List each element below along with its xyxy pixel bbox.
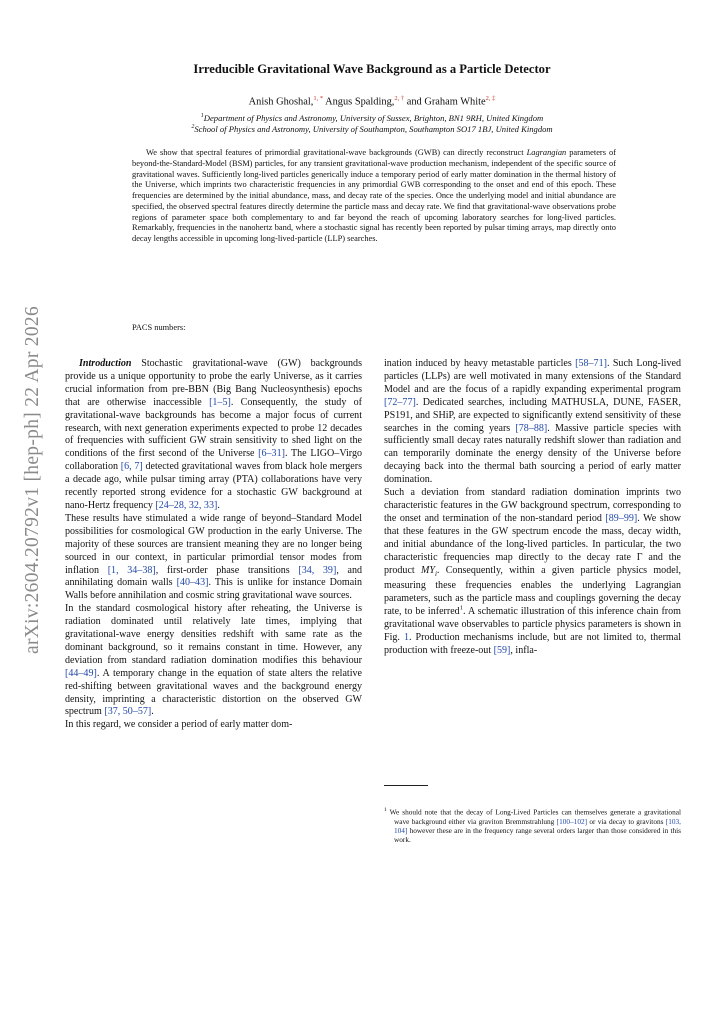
- paragraph: [384, 487, 681, 658]
- arxiv-stamp: [10, 290, 56, 670]
- citation-link[interactable]: [1–5]: [209, 396, 231, 408]
- footnote: [384, 806, 681, 844]
- paragraph: [65, 603, 362, 719]
- paragraph: [384, 358, 681, 487]
- body-text: , first-order phase transitions: [155, 564, 299, 576]
- body-text: ination induced by heavy metastable particles: [384, 358, 576, 369]
- body-text: , infla-: [510, 644, 538, 656]
- pacs-numbers: PACS numbers:: [132, 323, 186, 332]
- body-text: . A schematic illustration of this inference chain from gravitational wave observables to particle physics parameters is shown in Fig.: [384, 606, 681, 644]
- affiliation-mark: 2: [191, 124, 195, 131]
- paper-title: Irreducible Gravitational Wave Background as a Particle Detector: [193, 62, 551, 76]
- paragraph: [65, 358, 362, 513]
- citation-link[interactable]: [78–88]: [515, 422, 548, 434]
- left-column: [65, 358, 362, 732]
- author-footnote-mark: 2, †: [394, 95, 405, 102]
- affiliation-1: [80, 113, 664, 123]
- body-text: , and annihilating domain walls: [65, 564, 362, 589]
- abstract: [132, 148, 616, 245]
- abstract-text: We show that spectral features of primordial gravitational-wave backgrounds (GWB) can directly reconstruct: [146, 148, 527, 157]
- citation-link[interactable]: [89–99]: [605, 512, 638, 524]
- author-footnote-mark: 1, *: [313, 95, 324, 102]
- author-footnote-mark: 2, ‡: [485, 95, 496, 102]
- body-text: . Consequently, the study of gravitational-wave backgrounds has become a major focus of current research, with next generation experiments expected to probe 12 decades of frequencies with sufficient GW strain sensitivity to shed light on the conditions of the first second of the Universe: [65, 396, 362, 460]
- body-text: . The LIGO–Virgo collaboration: [65, 448, 362, 473]
- author-name: Angus Spalding,: [323, 96, 395, 108]
- footnote-text: We should note that the decay of Long-Lived Particles can themselves generate a gravitational wave background either via graviton Bremmstrahlung: [386, 807, 681, 826]
- citation-link[interactable]: [58–71]: [575, 358, 607, 369]
- body-text: .: [151, 706, 154, 718]
- arxiv-identifier: arXiv:2604.20792v1 [hep-ph] 22 Apr 2026: [22, 305, 43, 655]
- citation-link[interactable]: [59]: [493, 644, 511, 656]
- author-name: and Graham White: [404, 96, 486, 108]
- citation-link[interactable]: [37, 50–57]: [104, 706, 152, 718]
- body-text: . This is unlike for instance Domain Walls before annihilation and cosmic string gravitational wave sources.: [65, 577, 363, 602]
- paragraph: In this regard, we consider a period of early matter dom-: [65, 719, 293, 731]
- body-text: detected gravitational waves from black hole mergers a decade ago, while pulsar timing array (PTA) collaborations have very recently reported strong evidence for a stochastic GW background at nano-Hertz frequency: [65, 461, 362, 511]
- body-text: . A temporary change in the equation of state alters the relative red-shifting between gravitational waves and the background energy density, imprinting a characteristic distortion on the observed GW spectrum: [65, 667, 362, 718]
- citation-link[interactable]: [24–28, 32, 33]: [155, 499, 218, 511]
- footnote-divider: [384, 785, 428, 786]
- body-text: . We show that these features in the GW spectrum encode the mass, decay width, and initial abundance of the long-lived particles. In particular, the two characteristic frequencies map directly to the decay rate Γ and the product: [384, 512, 681, 576]
- author-name: Anish Ghoshal,: [248, 96, 314, 108]
- footnote-marker[interactable]: 1: [459, 604, 463, 612]
- body-text: Such a deviation from standard radiation domination imprints two characteristic features in the GW background spectrum, corresponding to the onset and termination of the non-standard period: [384, 487, 681, 524]
- author-list: [80, 95, 664, 107]
- footnote-number: 1: [384, 807, 387, 813]
- paragraph: [65, 513, 362, 603]
- body-text: . Consequently, within a given particle physics model, measuring these frequencies enables the underlying Lagrangian parameters, such as the particle mass and couplings governing the decay rate, to be inferred: [384, 564, 681, 618]
- citation-link[interactable]: [6, 7]: [120, 461, 143, 473]
- affiliation-text: School of Physics and Astronomy, University of Southampton, Southampton SO17 1BJ, United Kingdom: [194, 124, 553, 134]
- citation-link[interactable]: [1, 34–38]: [107, 564, 156, 576]
- citation-link[interactable]: [34, 39]: [298, 564, 337, 576]
- body-text: . Dedicated searches, including MATHUSLA, DUNE, FASER, PS191, and SHiP, are expected to significantly extend sensitivity of these searches in the coming years: [384, 396, 681, 434]
- citation-link[interactable]: [6–31]: [258, 448, 285, 460]
- body-text: . Massive particle species with sufficiently small decay rates naturally redshift slower than radiation and can temporarily dominate the energy density of the Universe before decaying back into the thermal bath sourcing a period of early matter domination.: [384, 422, 681, 486]
- citation-link[interactable]: [72–77]: [384, 396, 416, 408]
- figure-link[interactable]: 1: [403, 632, 409, 644]
- body-text: . Production mechanisms include, but are not limited to, thermal production with freeze-out: [384, 632, 681, 656]
- body-text: These results have stimulated a wide range of beyond–Standard Model possibilities for cosmological GW production in the early Universe. The majority of these sources are transient meaning they are no longer being sourced in our context, in particular primordial tensor modes from inflation: [65, 512, 362, 576]
- affiliation-text: Department of Physics and Astronomy, University of Sussex, Brighton, BN1 9RH, United Kingdom: [203, 113, 544, 123]
- math-subscript: i: [434, 569, 437, 578]
- citation-link[interactable]: [40–43]: [176, 577, 209, 589]
- citation-link[interactable]: [100–102]: [556, 816, 588, 826]
- footnote-text: however these are in the frequency range several orders larger than those considered in this work.: [394, 825, 681, 844]
- citation-link[interactable]: [103, 104]: [394, 816, 681, 835]
- footnote-text: or via decay to gravitons: [587, 816, 666, 826]
- section-heading: Introduction: [79, 358, 132, 369]
- abstract-text: parameters of beyond-the-Standard-Model (BSM) particles, for any transient gravitational-wave production mechanism, independent of the specific source of gravitational waves. Sufficiently long-lived particles generically induce a temporary period of early matter domination in the thermal history of the Universe, which imprints two characteristic frequencies in any primordial GWB corresponding to the onset and end of this epoch. These frequencies are determined by the initial abundance, mass, and decay rate of the species. Once the underlying model and initial abundance are specified, the observed spectral features directly determine the particle mass and decay rate. We find that gravitational-wave observations probe regions of parameter space both complementary to and far beyond the reach of upcoming laboratory searches for long-lived particles. Remarkably, frequencies in the nanohertz band, where a stochastic signal has recently been reported by pulsar timing arrays, map directly onto decay lengths accessible in upcoming long-lived-particle (LLP) searches.: [132, 148, 616, 243]
- math-symbol: MY: [421, 564, 435, 576]
- body-text: In the standard cosmological history after reheating, the Universe is radiation dominated until relatively late times, implying that gravitational-wave energy densities redshift with same rate as the dominant background, so it remains constant in time. However, any deviation from standard radiation domination modifies this behaviour: [65, 603, 362, 666]
- affiliation-mark: 1: [200, 113, 204, 120]
- body-text: Stochastic gravitational-wave (GW) backgrounds provide us a unique opportunity to probe the early Universe, as it carries crucial information from pre-BBN (Big Bang Nucleosynthesis) epochs that are otherwise inaccessible: [65, 358, 362, 408]
- body-text: .: [217, 499, 220, 511]
- abstract-emphasis: Lagrangian: [526, 148, 567, 157]
- right-column: [384, 358, 681, 658]
- affiliation-2: [80, 124, 664, 134]
- citation-link[interactable]: [44–49]: [65, 667, 97, 679]
- body-text: . Such Long-lived particles (LLPs) are well motivated in many extensions of the Standard Model and are the focus of a rapidly expanding experimental program: [384, 358, 681, 395]
